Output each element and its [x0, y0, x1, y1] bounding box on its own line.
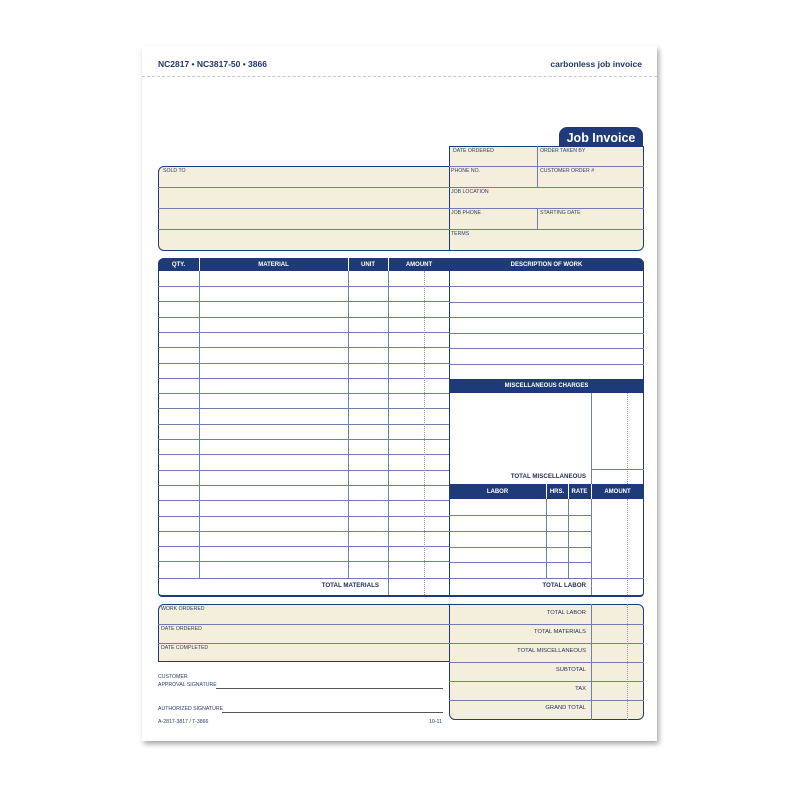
order-taken-by-label: ORDER TAKEN BY — [540, 148, 586, 154]
material-row-line — [158, 393, 450, 394]
material-row-line — [158, 286, 450, 287]
material-row-line — [158, 531, 450, 532]
material-row-line — [158, 439, 450, 440]
sold-to-label: SOLD TO — [163, 168, 186, 174]
grand-total-label: GRAND TOTAL — [545, 705, 586, 711]
labor-row-line — [449, 562, 591, 563]
phone-no-label: PHONE NO. — [451, 168, 481, 174]
subtotal-label: SUBTOTAL — [555, 667, 586, 673]
material-row-line — [158, 516, 450, 517]
totals-misc-label: TOTAL MISCELLANEOUS — [517, 648, 586, 654]
authorized-signature-label: AUTHORIZED SIGNATURE — [158, 706, 224, 712]
labor-col-header: LABOR — [486, 488, 509, 495]
description-row-line — [449, 317, 644, 318]
description-header: DESCRIPTION OF WORK — [449, 258, 644, 271]
description-row-line — [449, 302, 644, 303]
material-row-line — [158, 408, 450, 409]
total-misc-label: TOTAL MISCELLANEOUS — [510, 473, 586, 480]
date-ordered-label: DATE ORDERED — [453, 148, 494, 154]
material-row-line — [158, 500, 450, 501]
material-row-line — [158, 485, 450, 486]
rate-header: RATE — [571, 488, 588, 495]
labor-row-line — [449, 547, 591, 548]
material-row-line — [158, 454, 450, 455]
material-row-line — [158, 363, 450, 364]
hrs-header: HRS. — [549, 488, 565, 495]
misc-header: MISCELLANEOUS CHARGES — [449, 379, 644, 393]
customer-label: CUSTOMER — [158, 674, 188, 680]
labor-amount-header: AMOUNT — [604, 488, 631, 495]
form-title: Job Invoice — [559, 127, 643, 149]
starting-date-label: STARTING DATE — [540, 210, 581, 216]
description-row-line — [449, 333, 644, 334]
material-row-line — [158, 332, 450, 333]
tax-label: TAX — [575, 686, 586, 692]
work-ordered-label: WORK ORDERED — [161, 606, 205, 612]
amount-header: AMOUNT — [405, 261, 433, 268]
totals-labor-label: TOTAL LABOR — [546, 610, 586, 616]
job-phone-label: JOB PHONE — [451, 210, 481, 216]
material-header: MATERIAL — [258, 261, 289, 268]
description-row-line — [449, 348, 644, 349]
total-materials-label: TOTAL MATERIALS — [321, 582, 379, 589]
qty-header: QTY. — [171, 261, 186, 268]
approval-signature-label: APPROVAL SIGNATURE — [158, 682, 217, 688]
perforation-line — [142, 76, 657, 77]
description-row-line — [449, 286, 644, 287]
material-row-line — [158, 561, 450, 562]
description-row-line — [449, 364, 644, 365]
terms-label: TERMS — [451, 231, 470, 237]
material-row-line — [158, 378, 450, 379]
job-location-label: JOB LOCATION — [451, 189, 489, 195]
unit-header: UNIT — [361, 261, 375, 268]
work-box — [158, 604, 450, 662]
material-row-line — [158, 470, 450, 471]
material-row-line — [158, 301, 450, 302]
labor-row-line — [449, 531, 591, 532]
form-codes: NC2817 • NC3817-50 • 3866 — [158, 59, 267, 69]
totals-materials-label: TOTAL MATERIALS — [534, 629, 586, 635]
material-row-line — [158, 347, 450, 348]
date-ordered-2-label: DATE ORDERED — [161, 626, 202, 632]
product-name: carbonless job invoice — [550, 59, 642, 69]
material-row-line — [158, 424, 450, 425]
form-number: A-2817-3817 / T-3866 — [158, 719, 209, 725]
labor-row-line — [449, 515, 591, 516]
order-info-box — [449, 146, 644, 251]
date-code: 10-11 — [429, 719, 442, 725]
total-labor-label: TOTAL LABOR — [542, 582, 586, 589]
material-row-line — [158, 317, 450, 318]
date-completed-label: DATE COMPLETED — [161, 645, 209, 651]
material-row-line — [158, 546, 450, 547]
customer-order-label: CUSTOMER ORDER # — [540, 168, 595, 174]
